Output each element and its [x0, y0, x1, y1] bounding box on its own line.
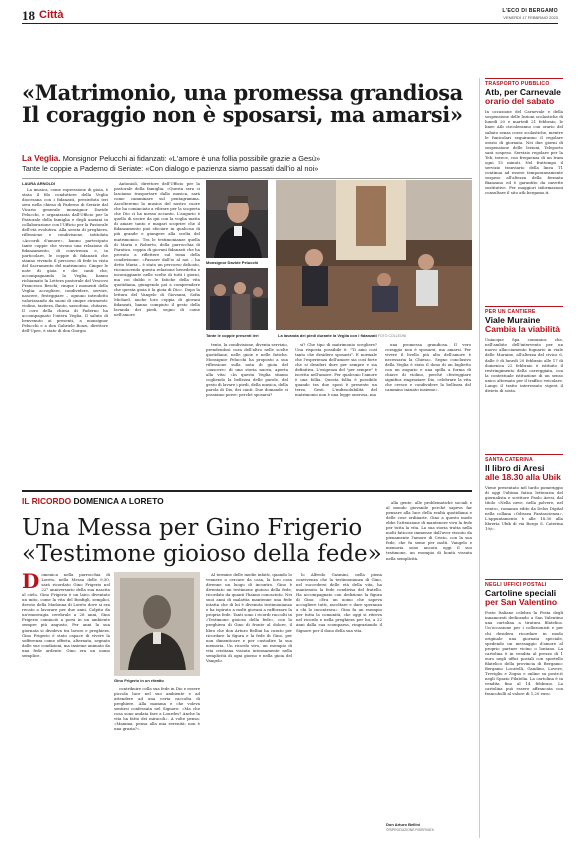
sidebar-category: SANTA CATERINA [485, 454, 563, 463]
subhead-kicker: La Veglia. [22, 153, 61, 163]
sidebar-item [485, 78, 563, 303]
main-col-5 [385, 342, 471, 470]
photo-caption-frigerio: Gino Frigerio in un ritratto [114, 678, 164, 683]
second-col-1 [22, 572, 110, 834]
second-col-2 [114, 686, 200, 834]
second-kicker: IL RICORDO DOMENICA A LORETO [22, 496, 164, 506]
photo-couples [206, 268, 268, 330]
sidebar-body: Uniacque Spa comunica che, nell'ambito dell'intervento per un nuovo allacciamento fognario in viale delle Muraine, all'altezza del civico 6, dalle 9 di lunedì 20 febbraio alle 17 di domenica 22 febbraio è istituito il restringimento della carreggiata, con la contestuale istituzione di un senso unico alternato per il traffico veicolare. Lungo il tratto interessato vigerà il divieto di sosta. [485, 337, 563, 393]
sidebar-title: Viale Muraine Cambia la viabilità [485, 314, 560, 334]
subhead-line-2: Tante le coppie a Paderno di Seriate: «Con dialogo e pazienza siamo passati dall'io al noi» [22, 163, 319, 173]
main-col-2 [114, 181, 200, 471]
headline-line-2: Il coraggio non è sposarsi, ma amarsi» [22, 102, 463, 127]
second-col-3-text: Al termine delle medie infatti, quando lo vennero a cercare da casa, la loro casa divenne un luogo di incontro. Gino è diventato un testimone gioioso della fede, ricordato da quanti l'hanno conosciuto. Nei suoi anni di malattia mantenne una fede intatta che di lui è divenuta testimonianza e ha ispirato a molti giovani a rafforzare la propria fede. Tanti sono i ricordi raccolti in «Testimone gioioso della fede», con la preghiera di Gino di fronte al dolore, il libro che don Arturo Bellini ha curato per ricordare la figura e la fede di Gino, per non dimenticare e per custodire la sua memoria. Un ricordo vivo, un esempio di vita cristiana vissuta intensamente nella semplicità di ogni giorno e nella gioia del Vangelo. [206, 572, 292, 663]
sidebar [479, 78, 563, 838]
sidebar-body: Viene presentato nel tardo pomeriggio di oggi l'ultima fatica letteraria del giornalista e scrittore Paolo Aresi, dal titolo «Nella neve, nella polvere, nel vento», romanzo edito da Delos Digital nella collana «Odissea Fantascienza». L'appuntamento è alle 18.30 alla libreria Ubik di via Borgo S. Caterina 19/c. [485, 485, 563, 531]
second-col-4-text: lo Alfredo Gasmini, nella piena convivenza che la testimonianza di Gino, nel succedersi delle età della vita, ha mantenuto la fede condivisa del fratello. Ha accompagnato con dedizione la figura di Gino: «Era un uomo che sapeva accogliere tutti, ascoltare e dare speranza a chi lo incontrava». Gino fu un esempio per tutta la comunità, che oggi si ritrova nel ricordo e nella preghiera per lui, a 22 anni dalla sua scomparsa, ringraziando il Signore per il dono della sua vita. [296, 572, 382, 633]
sidebar-item [485, 454, 563, 576]
second-headline-line-2: «Testimone gioioso della fede» [22, 541, 382, 567]
sidebar-item [485, 306, 563, 451]
second-story-divider [22, 490, 472, 492]
photo-caption-couples: Tante le coppie presenti ieri [206, 333, 259, 338]
sidebar-body: In occasione del Carnevale e della sospensione delle lezioni scolastiche di lunedì 20 e martedì 21 febbraio, le linee Atb circoleranno con orario del sabato senza corse scolastiche, mentre le funicolari seguiranno il regolare orario di giornata. Nei due giorni di sospensione delle lezioni, Teleporto sarà sospeso. Servizio regolare per la Teb, invece, con frequenza di un tram ogni 15 minuti. Nel frattempo il servizio tranviario della linea T1 continua ad essere temporaneamente sospeso all'altezza della fermata Bianzano ed è garantito da navette sostitutive. Per maggiori informazioni consultare il sito atb.bergamo.it. [485, 109, 563, 196]
photo-veglia [276, 180, 472, 330]
main-divider [22, 178, 472, 179]
photo-caption-veglia: La lavanda dei piedi durante la Veglia con i fidanzati FOTO COLLEONI [278, 333, 407, 338]
main-col-5-text: una promessa grandiosa. Il vero coraggio non è sposarsi, ma amarsi. Per vivere il livello più alto dell'amore è necessaria la Chiesa». Segno conclusivo della Veglia è stato il dono di un biglietto con un augurio e una spilla a forma di chiave di violino, perché «festeggiare significa ringraziare Dio, celebrare la vita che cresce e condividere la bellezza del cammino iniziato insieme». [385, 342, 471, 393]
sidebar-category: PER UN CANTIERE [485, 306, 563, 315]
dropcap: D [22, 572, 40, 593]
photo-frigerio [114, 572, 200, 676]
main-col-2-text: Antonioli, direttore dell'Ufficio per la pastorale della famiglia: «Questa sera ci lasciamo trasportare dalla musica, sarà come camminare sul pentagramma. Ascolteremo la musica del nostro cuore che ha cominciato a vibrare per la scoperta che Dio ci ha messo accanto. L'augurio è quello di uscire da qui con la voglia matta di amare tanto e magari scoprire che il fidanzamento può sfociare in qualcosa di più grande e giungere alla scelta del matrimonio». Tra le testimonianze quella di Maria e Roberto, della parrocchia di Paratico, coppia di giovani fidanzati che ha provato a riflettere sul tema della condivisione. «Passare dall'io al noi – ha detto Maria – è stato un percorso delicato, riconoscendo questa relazione benedetta e incoraggiante nelle scelte di tutti i giorni, ma coi dubbi e le fatiche della vita quotidiana, giungendo poi a comprendere che questa gioia è la gioia di Dio». Dopo la lettura del Vangelo di Giovanni, Sofia Michael, anche loro coppia di giovani fidanzati, hanno compiuto il gesto della lavanda dei piedi, segno di come nell'amore [114, 181, 200, 318]
second-col-2-text: contribuire colla sua fede in Dio e essere piccola luce nel suo ambiente e ad attendere ad una certa raccolta di preghiere. Alla mamma e che voleva sentirsi confessata nel Signore: «Ma che cosa sono andata fare a Lourdes? Anche la vita ha fatto dei miracoli». A volte pensa: «Mamma, pensa alla mia serenità: non è una grazia?». [114, 686, 200, 732]
main-subhead [22, 154, 472, 173]
page-date: VENERDÌ 17 FEBBRAIO 2023 [503, 14, 558, 20]
sidebar-category: TRASPORTO PUBBLICO [485, 78, 563, 87]
second-col-5 [386, 500, 472, 818]
sidebar-item [485, 579, 563, 834]
second-credit: ©RIPRODUZIONE RISERVATA [386, 828, 434, 832]
headline-line-1: «Matrimonio, una promessa grandiosa [22, 80, 463, 105]
main-col-4-text: si? Che tipo di matrimonio scegliere? Una risposta possibile è: "Ti amo così tanto che desidero sposarti". E normale che l'esperienza dell'amore sia così forte che si desideri dure per sempre e sia definitiva. L'esigenza del "per sempre" è iscritta nell'amore. Per qualcuno l'amore è una follia. Questa follia è possibile quando tra due sposi è presente un terzo, Gesù. L'indissolubilità del matrimonio non è una legge onerosa, ma [295, 342, 377, 398]
main-col-4 [295, 342, 377, 470]
main-col-1 [22, 181, 108, 471]
photo-caption-pelucchi: Monsignor Davide Pelucchi [206, 260, 259, 265]
main-headline [22, 82, 470, 126]
second-byline: Don Arturo Bellini [386, 822, 421, 827]
second-col-1-text: omenica nella parrocchia di Loreto, nella Messa delle 9,30, sarà ricordato Gino Frigerio nel 22° anniversario della sua nascita al cielo. Gino Frigerio è un laico diventato un mito, come la vita del Bonfigli, semplici, devoto della Madonna di Loreto dove si era recato a lavorare per due anni. Colpito da un'emorragia cerebrale a 28 anni, Gino Frigerio cominciò a porsi in un ambiente sempre più angusto. Per anni la sua giornata si divideva tra lavoro e preghiera. Gino Frigerio è stato capace di vivere la sofferenza come offerta, alternata, segnato dalle sue condizioni, ma insieme animato da una fede ardente. Gino era un uomo semplice. [22, 572, 110, 658]
second-col-4 [296, 572, 382, 834]
page-header [22, 8, 558, 24]
photo-credit: FOTO COLLEONI [377, 334, 407, 338]
second-col-3 [206, 572, 292, 834]
page-number: 18 [22, 8, 35, 23]
sidebar-title: Il libro di Aresi alle 18.30 alla Ubik [485, 462, 561, 482]
sidebar-category: NEGLI UFFICI POSTALI [485, 579, 563, 588]
second-headline-line-1: Una Messa per Gino Frigerio [22, 515, 363, 541]
main-col-1-text: La musica, come espressione di gioia, è stata il filo conduttore della Veglia diocesana con i fidanzati, presieduta ieri sera nella chiesa di Paderno di Seriate dal Vicario generale monsignor Davide Pelucchi, e organizzata dall'Ufficio per la Pastorale della famiglia e degli anziani in collaborazione con l'Ufficio per la Pastorale dell'età evolutiva. Alla serata di preghiera, riflessione e condivisione, intitolata «Accordi d'amore», hanno partecipato tante coppie che vivono una relazione di fidanzamento, di convivenza e, in particolare, le coppie di fidanzati che stanno vivendo il percorso di fede in vista del Sacramento del matrimonio. Cinque le note di gioia e dei canti che, accompagnando la Veglia, hanno richiamato la Lettera pastorale del Vescovo Francesco Beschi; cinque i momenti della Veglia: accogliere, condividere, servire, nascere, festeggiare – ognuno introdotto valorizzando da suoni di cinque strumenti: violino, tastiera, flauto, sassofono, chitarra. Il coro della chiesa di Paderno ha accompagnato l'intera Veglia. Il saluto di benvenuto ai presenti, a monsignor Pelucchi e a don Gabriele Bonzi, direttore dell'Upee, è stato di don Giorgio [22, 187, 108, 334]
second-col-5-text: alla gente, alle problematiche sociali e al mondo giovanile perché sapeva far pensare alla luce della realtà quotidiana e delle cose ordinarie. Gino a questo modo ebbe l'attenzione di mantenere viva la fede per tutta la vita. La sua storia tratta nella molti faticose immense dall'aver vissuto da pienamente l'amore di Cristo, con la sua fede, che fu seme per molti. Vangelo e memoria sono ancora oggi il suo testimone, un esempio di bontà vissuta nella semplicità. [386, 500, 472, 561]
masthead: L'ECO DI BERGAMO [502, 8, 558, 14]
sidebar-title: Atb, per Carnevale orario del sabato [485, 86, 561, 106]
photo-pelucchi [206, 180, 268, 258]
byline: LAURA ARNOLDI [22, 181, 56, 186]
main-col-3 [206, 342, 288, 470]
sidebar-body: Poste Italiane celebra la Festa degli innamorati dedicando a San Valentino una cartolina a tiratura filatelica. Un'occasione per i collezionisti e per chi desidera ricordare in modo originale una giornata speciale, spedendo un messaggio d'amore al proprio partner vicino o lontano. La cartolina è in vendita al prezzo di 1 euro negli uffici postali con sportello filatelico della provincia di Bergamo: Bergamo Locatelli, Gandino, Lovere, Treviglio e Zogno e online su poste.it negli Spazio Filatelia. La cartolina è in vendita fino al 14 febbraio. La cartolina può essere affrancata con francobolli al valore di 1,20 euro. [485, 610, 563, 697]
section-name: Città [39, 9, 64, 21]
sidebar-title: Cartoline speciali per San Valentino [485, 587, 558, 607]
main-col-3-text: tento, la condivisione, diventa servizio, prendendosi cura dell'altro nelle scelte quotidiane, nelle gioie e nelle fatiche. Monsignor Pelucchi ha proposto a sua riflessione sulla nota di gioia del «nascere» di una storia nuova, aperta alla vita: «In questa Veglia stiamo cogliendo la bellezza delle parole, del gesto di lavare i piedi, della musica, della parola di Dio, dei canti. Due domande ci possiamo porre: perché sposarsi? [206, 342, 288, 398]
subhead-line-1: Monsignor Pelucchi ai fidanzati: «L'amore è una follia possibile grazie a Gesù» [62, 154, 321, 163]
